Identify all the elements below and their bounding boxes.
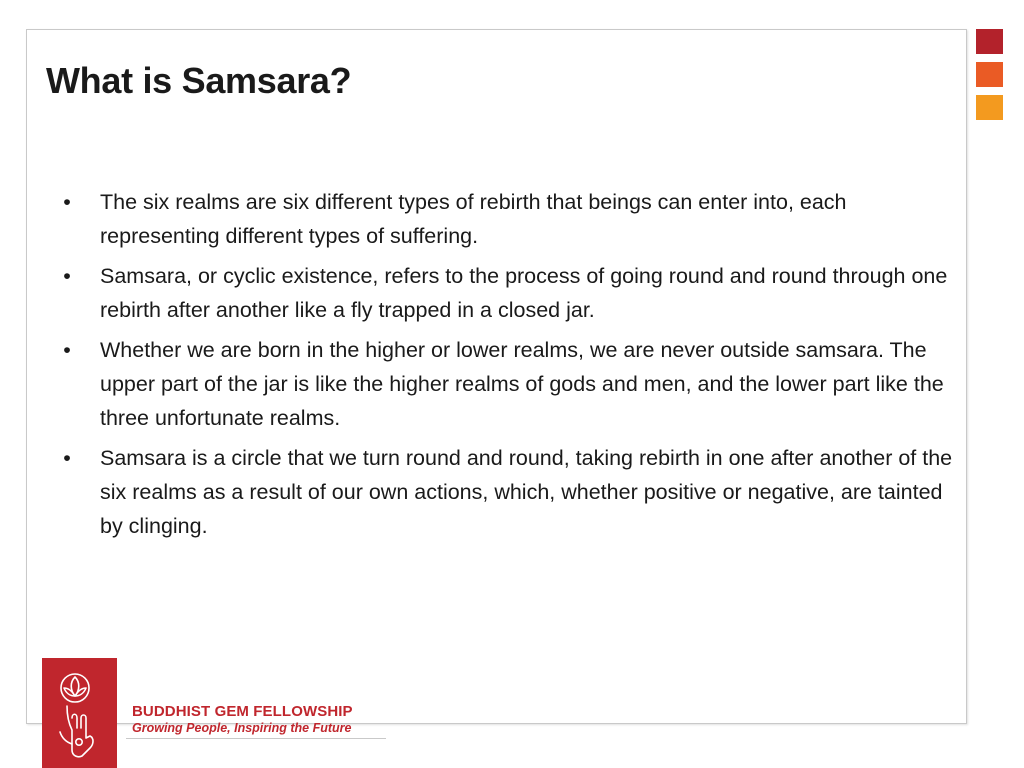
- logo-tagline: Growing People, Inspiring the Future: [132, 721, 352, 735]
- bullet-text: Samsara, or cyclic existence, refers to the process of going round and round through one rebirth after another like a fly trapped in a closed jar.: [100, 264, 948, 322]
- logo-divider: [126, 738, 386, 739]
- accent-square-amber: [976, 95, 1003, 120]
- organization-logo: [42, 658, 387, 768]
- accent-squares: [976, 29, 1003, 128]
- bullet-dot: •: [63, 446, 71, 470]
- bullet-dot: •: [63, 338, 71, 362]
- bullet-item-1: [60, 185, 955, 253]
- bullet-item-3: [60, 333, 955, 435]
- bullet-list: [60, 185, 955, 549]
- bullet-text: The six realms are six different types of rebirth that beings can enter into, each representing different types of suffering.: [100, 190, 847, 248]
- slide-title: What is Samsara?: [46, 60, 352, 101]
- bullet-item-2: [60, 259, 955, 327]
- lotus-hand-emblem-icon: [42, 658, 117, 768]
- accent-square-red: [976, 29, 1003, 54]
- bullet-dot: •: [63, 190, 71, 214]
- bullet-dot: •: [63, 264, 71, 288]
- bullet-text: Whether we are born in the higher or lower realms, we are never outside samsara. The upper part of the jar is like the higher realms of gods and men, and the lower part like the three unfortunate realms.: [100, 338, 944, 430]
- logo-name: BUDDHIST GEM FELLOWSHIP: [132, 703, 353, 720]
- bullet-text: Samsara is a circle that we turn round and round, taking rebirth in one after another of the six realms as a result of our own actions, which, whether positive or negative, are tainted by clinging.: [100, 446, 953, 538]
- accent-square-orange: [976, 62, 1003, 87]
- bullet-item-4: [60, 441, 955, 543]
